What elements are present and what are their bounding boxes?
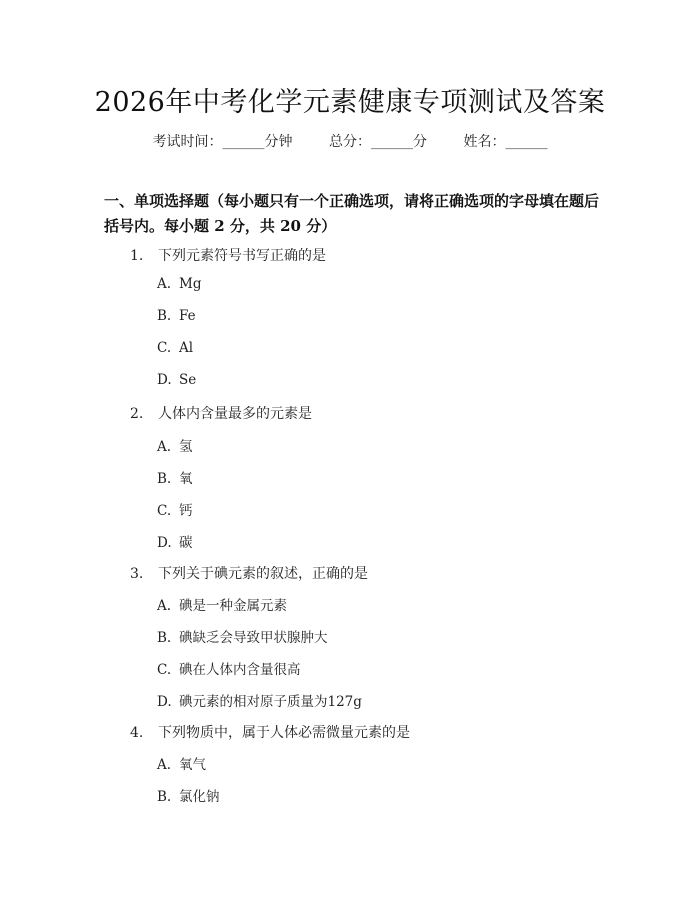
- student-name: 姓名：______: [463, 134, 548, 150]
- option-2c: [157, 499, 193, 519]
- option-letter: D.: [157, 694, 172, 710]
- option-3d: [157, 690, 362, 710]
- option-letter: B.: [157, 308, 172, 324]
- option-1a: [157, 276, 201, 292]
- exam-meta: [0, 131, 700, 151]
- option-1b: [157, 308, 196, 324]
- option-3a: [157, 594, 287, 614]
- document-title: 2026年中考化学元素健康专项测试及答案: [94, 87, 606, 118]
- question-3: [130, 563, 368, 583]
- option-text: 碘是一种金属元素: [179, 598, 287, 614]
- option-letter: A.: [157, 598, 172, 614]
- section-heading: 一、单项选择题（每小题只有一个正确选项，请将正确选项的字母填在题后括号内。每小题 2 分，共 20 分）: [104, 192, 600, 235]
- option-text: 碳: [179, 535, 193, 551]
- question-1: [130, 245, 326, 265]
- option-text: 钙: [179, 503, 193, 519]
- question-number: 4.: [130, 725, 144, 741]
- exam-time: 考试时间：______分钟: [152, 134, 293, 150]
- option-4a: [157, 753, 206, 773]
- option-letter: A.: [157, 439, 172, 455]
- option-text: 碘在人体内含量很高: [179, 662, 301, 678]
- question-2: [130, 403, 312, 423]
- question-text: 人体内含量最多的元素是: [158, 406, 312, 422]
- exam-score: 总分：______分: [329, 134, 427, 150]
- option-text: Fe: [179, 308, 196, 324]
- option-text: 氯化钠: [179, 789, 220, 805]
- question-number: 1.: [130, 248, 144, 264]
- option-text: 碘缺乏会导致甲状腺肿大: [179, 630, 328, 646]
- option-text: Se: [179, 372, 197, 388]
- option-letter: C.: [157, 340, 172, 356]
- option-text: 氧: [179, 471, 193, 487]
- option-letter: C.: [157, 503, 172, 519]
- option-letter: D.: [157, 372, 172, 388]
- question-text: 下列物质中，属于人体必需微量元素的是: [158, 725, 410, 741]
- option-text: Al: [179, 340, 194, 356]
- question-number: 3.: [130, 566, 144, 582]
- option-letter: D.: [157, 535, 172, 551]
- option-2b: [157, 467, 193, 487]
- option-1d: [157, 372, 196, 388]
- option-text: Mg: [179, 276, 202, 292]
- option-letter: A.: [157, 276, 172, 292]
- option-4b: [157, 785, 220, 805]
- question-text: 下列元素符号书写正确的是: [158, 248, 326, 264]
- option-3b: [157, 626, 328, 646]
- option-text: 氢: [179, 439, 193, 455]
- option-letter: B.: [157, 471, 172, 487]
- option-2d: [157, 531, 193, 551]
- option-letter: A.: [157, 757, 172, 773]
- question-text: 下列关于碘元素的叙述，正确的是: [158, 566, 368, 582]
- option-3c: [157, 658, 301, 678]
- option-letter: B.: [157, 789, 172, 805]
- option-letter: B.: [157, 630, 172, 646]
- option-1c: [157, 340, 193, 356]
- option-2a: [157, 435, 193, 455]
- question-number: 2.: [130, 406, 144, 422]
- question-4: [130, 722, 410, 742]
- option-text: 碘元素的相对原子质量为127g: [179, 694, 362, 710]
- option-letter: C.: [157, 662, 172, 678]
- option-text: 氧气: [179, 757, 206, 773]
